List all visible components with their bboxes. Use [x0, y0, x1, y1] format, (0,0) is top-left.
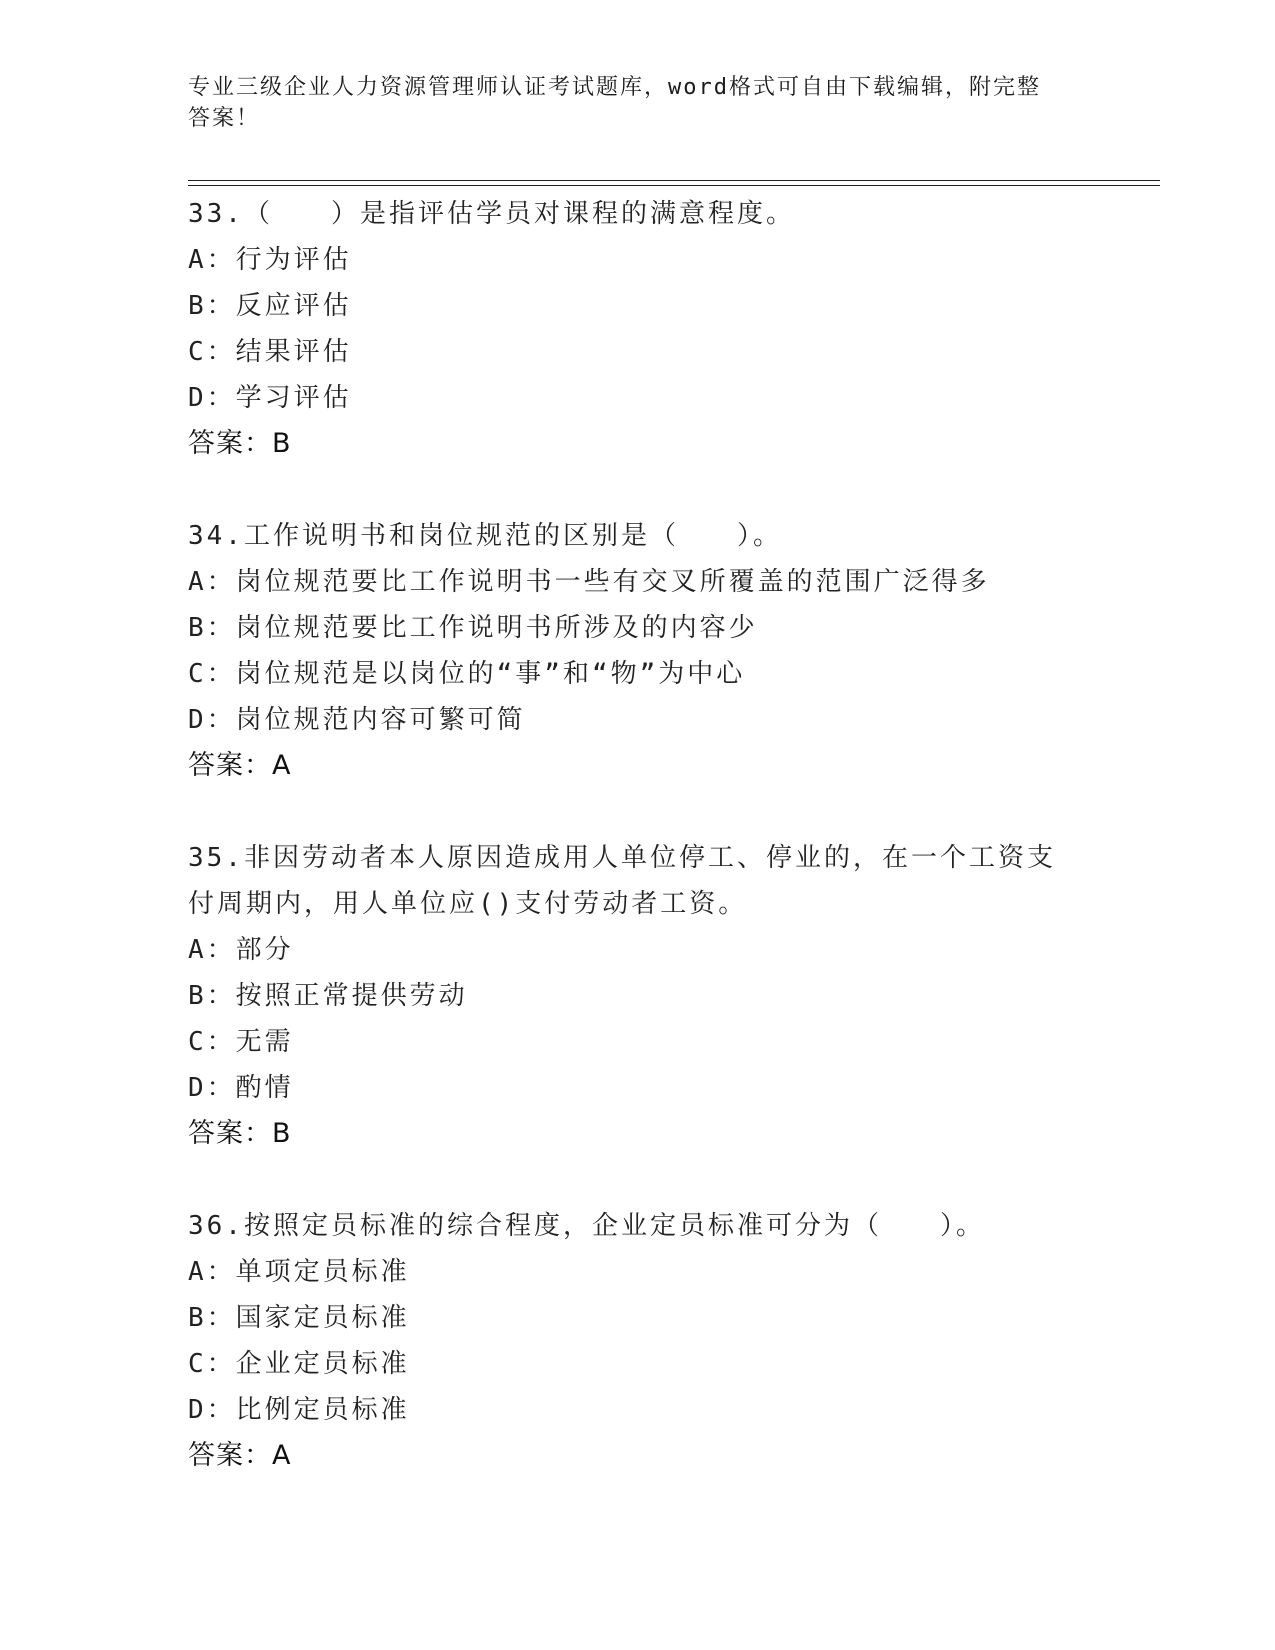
answer-line: 答案：B	[188, 1118, 292, 1149]
option-a: A：部分	[188, 935, 294, 965]
option-a: A：行为评估	[188, 245, 352, 275]
header-divider-top	[188, 180, 1160, 181]
option-c: C：岗位规范是以岗位的“事”和“物”为中心	[188, 659, 746, 689]
question-36	[188, 1203, 1088, 1479]
answer-line: 答案：A	[188, 1440, 292, 1471]
option-d: D：酌情	[188, 1073, 294, 1103]
header-line-2: 答案！	[188, 106, 261, 131]
option-d: D：岗位规范内容可繁可简	[188, 705, 526, 735]
question-list	[188, 191, 1088, 1479]
question-spacer	[188, 1157, 1088, 1203]
option-a: A：单项定员标准	[188, 1257, 410, 1287]
option-b: B：国家定员标准	[188, 1303, 410, 1333]
document-header	[188, 72, 1088, 134]
question-stem: 34.工作说明书和岗位规范的区别是（ ）。	[188, 521, 782, 551]
option-b: B：岗位规范要比工作说明书所涉及的内容少	[188, 613, 758, 643]
question-34	[188, 513, 1088, 789]
question-stem: 33.（ ）是指评估学员对课程的满意程度。	[188, 199, 795, 229]
answer-line: 答案：B	[188, 428, 292, 459]
option-c: C：企业定员标准	[188, 1349, 410, 1379]
question-stem: 36.按照定员标准的综合程度，企业定员标准可分为（ ）。	[188, 1211, 985, 1241]
question-33	[188, 191, 1088, 467]
answer-line: 答案：A	[188, 750, 292, 781]
question-spacer	[188, 467, 1088, 513]
option-b: B：反应评估	[188, 291, 352, 321]
option-d: D：学习评估	[188, 383, 352, 413]
option-b: B：按照正常提供劳动	[188, 981, 468, 1011]
header-divider-bottom	[188, 185, 1160, 186]
question-35	[188, 835, 1088, 1157]
option-a: A：岗位规范要比工作说明书一些有交叉所覆盖的范围广泛得多	[188, 567, 990, 597]
question-spacer	[188, 789, 1088, 835]
question-stem: 35.非因劳动者本人原因造成用人单位停工、停业的，在一个工资支付周期内，用人单位应()支付劳动者工资。	[188, 843, 1056, 919]
option-d: D：比例定员标准	[188, 1395, 410, 1425]
option-c: C：无需	[188, 1027, 294, 1057]
option-c: C：结果评估	[188, 337, 352, 367]
header-line-1: 专业三级企业人力资源管理师认证考试题库，word格式可自由下载编辑，附完整	[188, 75, 1041, 100]
